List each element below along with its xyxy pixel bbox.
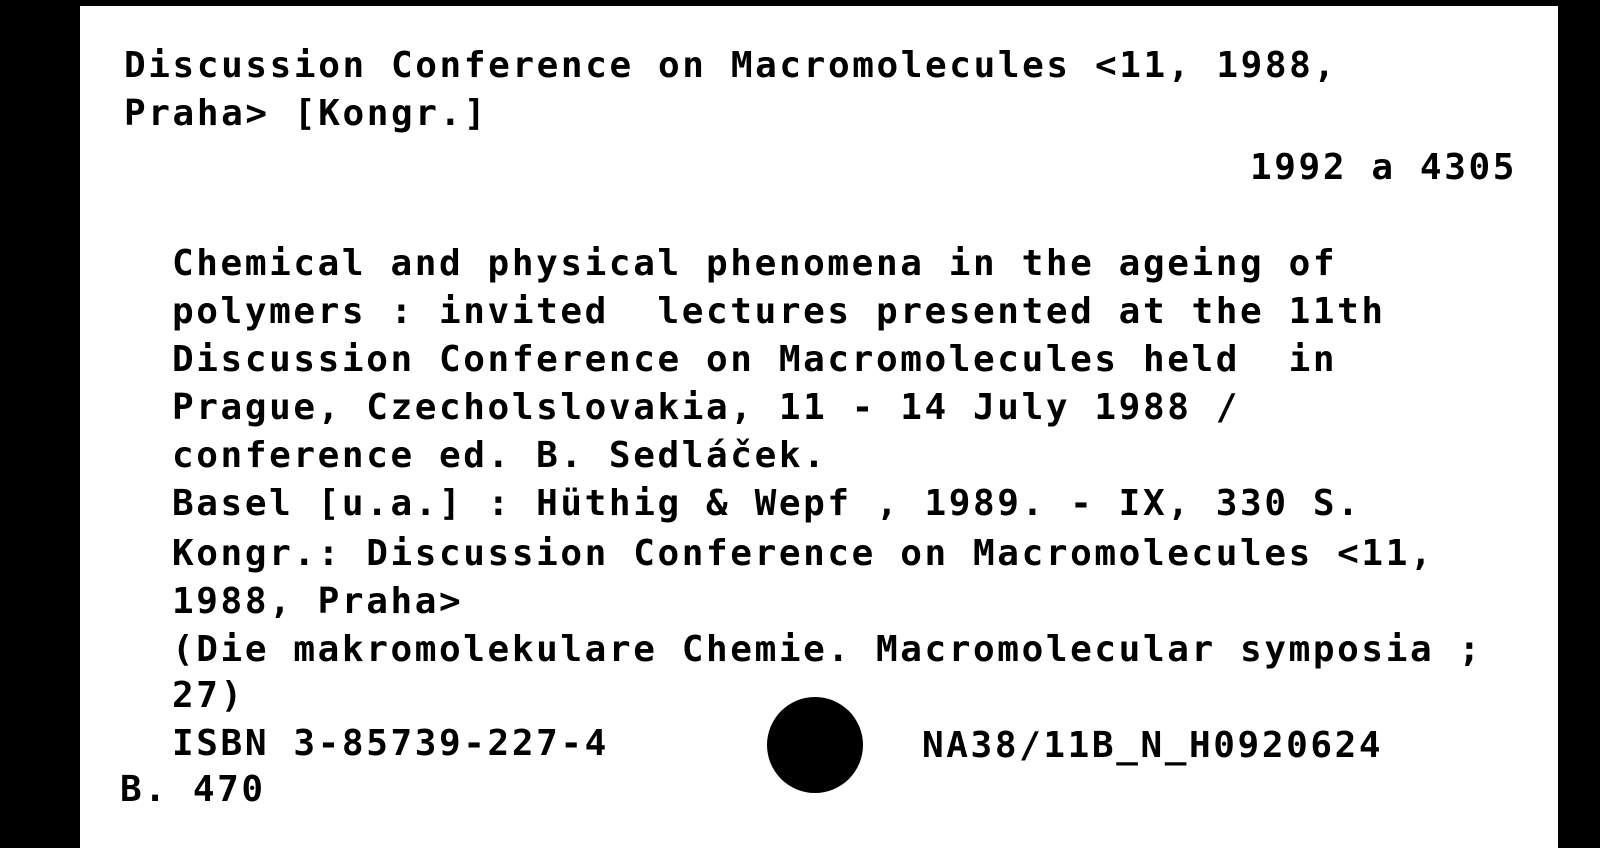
series-line-1: (Die makromolekulare Chemie. Macromolecular symposia ; <box>172 629 1483 670</box>
heading-line-2: Praha> [Kongr.] <box>124 93 489 134</box>
title-line-2: polymers : invited lectures presented at the 11th <box>172 291 1386 332</box>
title-line-1: Chemical and physical phenomena in the ageing of <box>172 243 1338 284</box>
congress-line-1: Kongr.: Discussion Conference on Macromolecules <11, <box>172 533 1435 574</box>
congress-line-2: 1988, Praha> <box>172 581 464 622</box>
title-line-3: Discussion Conference on Macromolecules held in <box>172 339 1338 380</box>
isbn-line: ISBN 3-85739-227-4 <box>172 723 609 764</box>
imprint-line: Basel [u.a.] : Hüthig & Wepf , 1989. - IX, 330 S. <box>172 483 1362 524</box>
catalog-id: NA38/11B_N_H0920624 <box>922 725 1384 766</box>
editor-line: conference ed. B. Sedláček. <box>172 435 828 476</box>
series-line-2: 27) <box>172 675 245 716</box>
accession-number: 1992 a 4305 <box>1250 147 1518 188</box>
heading-line-1: Discussion Conference on Macromolecules <11, 1988, <box>124 45 1338 86</box>
shelf-mark: B. 470 <box>120 769 266 810</box>
title-line-4: Prague, Czecholslovakia, 11 - 14 July 1988 / <box>172 387 1241 428</box>
punch-hole <box>767 697 863 793</box>
